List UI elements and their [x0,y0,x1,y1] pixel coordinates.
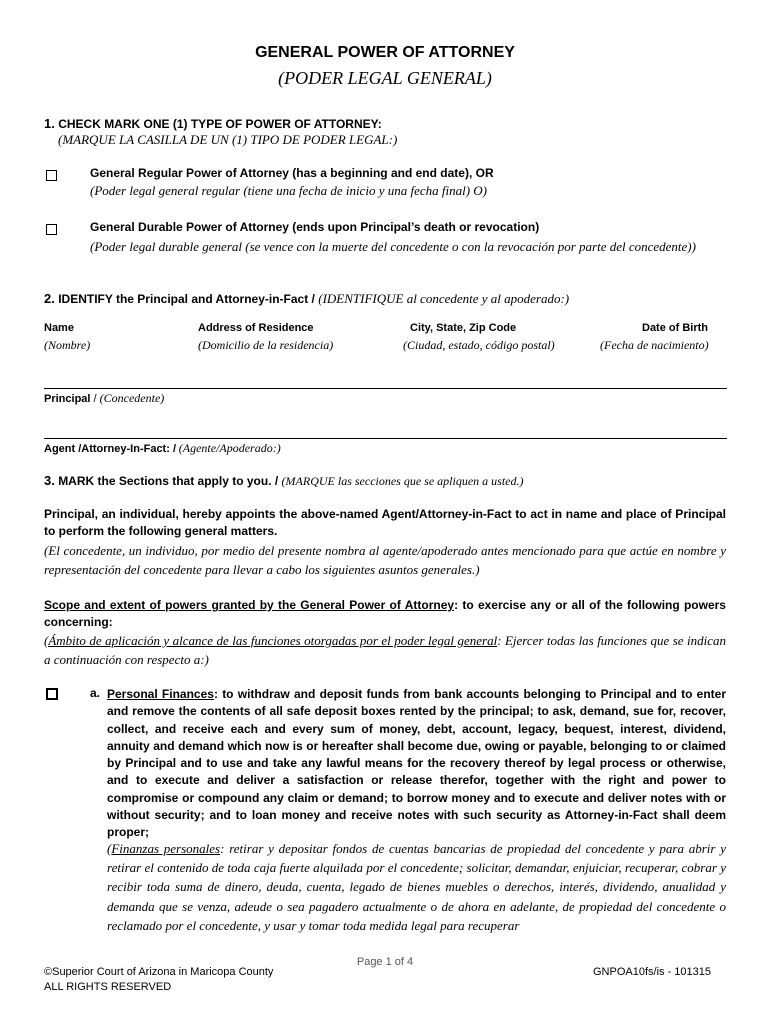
scope-text-es: : Ejercer todas las funciones que se indican a continuación con respecto a:) [44,633,726,667]
page-number: Page 1 of 4 [356,956,414,968]
personal-finances-paragraph [107,686,726,842]
principal-label: Principal [44,393,91,405]
regular-poa-label: General Regular Power of Attorney (has a beginning and end date), OR [90,166,494,180]
agent-label-es: (Agente/Apoderado:) [178,441,281,455]
agent-entry-line[interactable] [44,438,727,439]
form-code: GNPOA10fs/is - 101315 [593,966,712,978]
section1-number: 1. [44,116,55,131]
personal-finances-title-es: Finanzas personales [111,841,221,856]
personal-finances-paragraph-es [107,839,726,935]
col-dob-header: Date of Birth [642,322,708,334]
item-a-letter: a. [90,686,101,700]
appointment-paragraph-es: (El concedente, un individuo, por medio del presente nombra al agente/apoderado antes mencionado para que actúe en nombre y representación del concedente para llevar a cabo los siguientes asuntos generales.) [44,543,726,577]
durable-poa-checkbox[interactable] [46,224,57,235]
regular-poa-checkbox[interactable] [46,170,57,181]
scope-paragraph-es [44,631,726,669]
section3-heading [44,473,524,489]
principal-entry-line[interactable] [44,388,727,389]
section1-heading [44,116,382,131]
copyright-notice: ©Superior Court of Arizona in Maricopa County [44,966,274,978]
rights-notice: ALL RIGHTS RESERVED [44,981,172,993]
personal-finances-title: Personal Finances [107,687,214,701]
scope-text: : to exercise any or all of the following powers concerning: [44,598,726,629]
personal-finances-text: : to withdraw and deposit funds from bank accounts belonging to Principal and to enter and remove the contents of all safe deposit boxes rented by the principal; to ask, demand, sue for, recover, collect, and receive each and every sum of money, debt, account, legacy, bequest, interest, dividend, annuity and demand which now is or hereafter shall become due, owing or payable, belonging to or claimed by Principal and to use and take any lawful means for the recovery thereof by legal process or otherwise, and to execute and deliver a satisfaction or release therefor, together with the right and power to compromise or compound any claim or demand; to borrow money and to execute and deliver notes with or without security; and to loan money and receive notes with such security as Attorney-in-Fact shall deem proper; [107,687,726,840]
col-city-header-es: (Ciudad, estado, código postal) [403,338,555,352]
section3-heading-es: (MARQUE las secciones que se apliquen a usted.) [281,474,524,488]
col-address-header-es: (Domicilio de la residencia) [198,338,334,352]
col-name-header: Name [44,322,74,334]
agent-label: Agent /Attorney-In-Fact: / [44,443,176,455]
appointment-paragraph: Principal, an individual, hereby appoints the above-named Agent/Attorney-in-Fact to act in name and place of Principal to perform the following general matters. [44,507,726,538]
principal-row-label [44,391,164,406]
personal-finances-text-es: : retirar y depositar fondos de cuentas bancarias de propiedad del concedente y para abrir y retirar el contenido de toda caja fuerte alquilada por el concedente; solicitar, demandar, enjuiciar, recuperar, cobrar y recibir toda suma de dinero, deuda, cuenta, legado de bienes muebles o derechos, interés, dividendo, anualidad y demanda que se venza, adeude o sea pagadero actualmente o de ahora en adelante, de propiedad del concedente o reclamado por el concedente, y usar y tomar toda medida legal para recuperar [107,841,727,933]
scope-title-es: (Ámbito de aplicación y alcance de las funciones otorgadas por el poder legal general [44,633,498,648]
col-city-header: City, State, Zip Code [410,322,517,334]
principal-label-es: (Concedente) [99,391,165,405]
durable-poa-label-es: (Poder legal durable general (se vence con la muerte del concedente o con la revocación por parte del concedente)) [90,239,696,254]
scope-title: Scope and extent of powers granted by the General Power of Attorney [44,598,455,612]
section2-heading-text: IDENTIFY the Principal and Attorney-in-Fact / [58,292,315,306]
page-title: GENERAL POWER OF ATTORNEY [255,44,515,61]
personal-finances-checkbox[interactable] [46,688,58,700]
section2-heading-es: (IDENTIFIQUE al concedente y al apoderado:) [318,291,570,306]
regular-poa-label-es: (Poder legal general regular (tiene una fecha de inicio y una fecha final) O) [90,183,487,198]
section1-heading-es: (MARQUE LA CASILLA DE UN (1) TIPO DE PODER LEGAL:) [58,132,398,147]
agent-row-label [44,441,281,456]
durable-poa-label: General Durable Power of Attorney (ends upon Principal’s death or revocation) [90,220,540,234]
section1-heading-text: CHECK MARK ONE (1) TYPE OF POWER OF ATTORNEY: [58,117,382,131]
section3-number: 3. [44,473,55,488]
scope-paragraph [44,597,726,631]
col-dob-header-es: (Fecha de nacimiento) [600,338,709,352]
personal-finances-paren: ( [107,841,112,856]
section2-number: 2. [44,291,55,306]
page-subtitle: (PODER LEGAL GENERAL) [278,68,492,88]
section2-heading [44,291,569,307]
section3-heading-text: MARK the Sections that apply to you. / [58,474,279,488]
principal-separator: / [90,393,100,405]
col-address-header: Address of Residence [198,322,314,334]
col-name-header-es: (Nombre) [44,338,91,352]
